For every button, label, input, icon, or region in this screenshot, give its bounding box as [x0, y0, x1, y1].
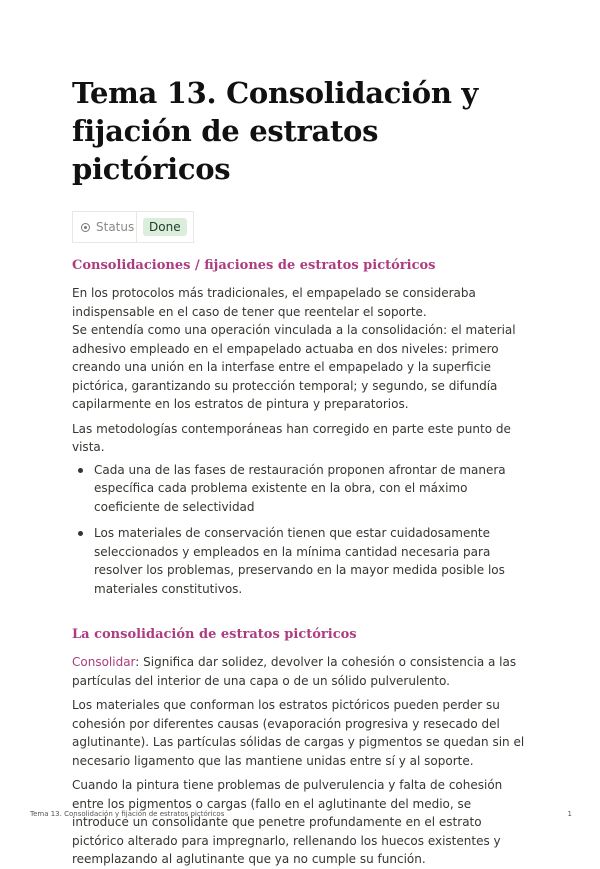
list-item-text: Los materiales de conservación tienen que estar cuidadosamente seleccionados y empleados en la mínima cantidad necesaria para resolver los problemas, preservando en la mayor medida posible los materiales constitutivos.: [94, 526, 505, 596]
section-heading-consolidacion: La consolidación de estratos pictóricos: [72, 627, 357, 642]
status-icon: [81, 223, 90, 232]
document-page: [72, 0, 530, 869]
status-badge: Done: [143, 218, 187, 236]
section-heading-consolidaciones: Consolidaciones / fijaciones de estratos pictóricos: [72, 258, 436, 273]
status-label: Status: [96, 220, 135, 234]
status-property-value: [137, 212, 187, 242]
footer-title: Tema 13. Consolidación y fijación de estratos pictóricos: [30, 810, 225, 818]
page-footer: [30, 810, 572, 818]
defined-term: Consolidar: [72, 655, 136, 669]
list-item: [72, 461, 530, 517]
page-title: Tema 13. Consolidación y fijación de estratos pictóricos: [72, 76, 478, 186]
bullet-list: [72, 461, 530, 599]
paragraph: Se entendía como una operación vinculada a la consolidación: el material adhesivo empleado en el empapelado actuaba en dos niveles: primero creando una unión en la interfase entre el empapelado y la superficie pictórica, garantizando su protección temporal; y segundo, se difundía capilarmente en los estratos de pintura y preparatorios.: [72, 323, 516, 411]
list-item: [72, 524, 530, 598]
page-number: 1: [567, 810, 572, 818]
bullet-icon: [78, 531, 83, 536]
paragraph: Los materiales que conforman los estratos pictóricos pueden perder su cohesión por diferentes causas (evaporación progresiva y resecado del aglutinante). Las partículas sólidas de cargas y pigmentos se quedan sin el necesario ligamento que las mantiene unidas entre sí y al soporte.: [72, 698, 525, 768]
definition-text: : Significa dar solidez, devolver la cohesión o consistencia a las partículas del interior de una capa o de un sólido pulverulento.: [72, 655, 517, 688]
status-property-key: [73, 212, 137, 242]
paragraph: En los protocolos más tradicionales, el empapelado se consideraba indispensable en el caso de tener que reentelar el soporte.: [72, 286, 476, 319]
property-table: [72, 211, 194, 243]
paragraph: Cuando la pintura tiene problemas de pulverulencia y falta de cohesión entre los pigmentos o cargas (fallo en el aglutinante del medio, se introduce un consolidante que penetre profundamente en el estrato pictórico alterado para impregnarlo, rellenando los huecos existentes y reemplazando al aglutinante que ya no cumple su función.: [72, 778, 503, 866]
bullet-icon: [78, 468, 83, 473]
definition-paragraph: [72, 653, 530, 690]
list-item-text: Cada una de las fases de restauración proponen afrontar de manera específica cada problema existente en la obra, con el máximo coeficiente de selectividad: [94, 462, 506, 514]
paragraph: Las metodologías contemporáneas han corregido en parte este punto de vista.: [72, 421, 511, 454]
